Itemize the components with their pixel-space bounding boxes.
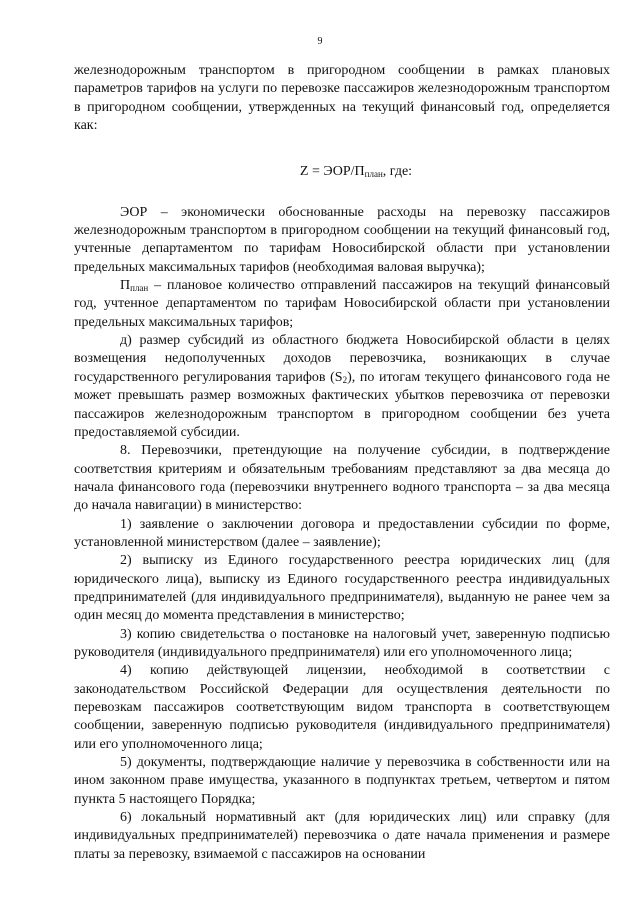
- item-d-subscript: 2: [342, 374, 348, 385]
- doc-item-2: 2) выписку из Единого государственного реестра юридических лиц (для юридического лица), выписку из Единого государственного реестра индивидуальных предпринимателей (для индивидуального предпринимателя), выданную не ранее чем за один месяц до момента представления в министерство;: [74, 553, 610, 624]
- formula-subscript: план: [364, 169, 383, 180]
- document-body: [74, 62, 610, 864]
- item-d-before: д) размер субсидий из областного бюджета Новосибирской области в целях возмещения недополученных доходов перевозчика, возникающих в случае государственного регулирования тарифов (S: [74, 333, 610, 385]
- item-d-paragraph: [74, 332, 610, 442]
- pplan-symbol: П: [120, 278, 131, 294]
- formula-lhs: Z = ЭОР/П: [299, 164, 365, 180]
- doc-item-6: 6) локальный нормативный акт (для юридических лиц) или справку (для индивидуальных предпринимателей) перевозчика о дате начала применения и размере платы за перевозку, взимаемой с пассажиров на основании: [74, 810, 610, 862]
- doc-item-5: 5) документы, подтверждающие наличие у перевозчика в собственности или на ином законном праве имущества, указанного в подпунктах третьем, четвертом и пятом пункта 5 настоящего Порядка;: [74, 755, 610, 807]
- doc-item-4: 4) копию действующей лицензии, необходимой в соответствии с законодательством Российской Федерации для осуществления деятельности по перевозкам пассажиров соответствующим видом транспорта в соответствующем сообщении, заверенную подписью руководителя (индивидуального предпринимателя) или его уполномоченного лица;: [74, 663, 610, 752]
- page-number: 9: [317, 36, 323, 47]
- pplan-text: – плановое количество отправлений пассажиров на текущий финансовый год, учтенное департаментом по тарифам Новосибирской области при установлении предельных максимальных тарифов;: [74, 278, 610, 330]
- item-8-paragraph: 8. Перевозчики, претендующие на получение субсидии, в подтверждение соответствия критериям и обязательным требованиям представляют за два месяца до начала финансового года (перевозчики внутреннего водного транспорта – за два месяца до начала навигации) в министерство:: [74, 443, 610, 514]
- formula: [102, 163, 610, 181]
- doc-item-1: 1) заявление о заключении договора и предоставлении субсидии по форме, установленной министерством (далее – заявление);: [74, 516, 610, 550]
- formula-rest: , где:: [382, 164, 413, 180]
- doc-item-3: 3) копию свидетельства о постановке на налоговый учет, заверенную подписью руководителя (индивидуального предпринимателя) или его уполномоченного лица;: [74, 626, 610, 660]
- pplan-definition: [74, 277, 610, 332]
- eor-definition: ЭОР – экономически обоснованные расходы на перевозку пассажиров железнодорожным транспортом в пригородном сообщении на текущий финансовый год, учтенные департаментом по тарифам Новосибирской области при установлении предельных максимальных тарифов (необходимая валовая выручка);: [74, 204, 610, 275]
- item-d-after: ), по итогам текущего финансового года не может превышать размер возможных фактических убытков перевозчика от перевозки пассажиров железнодорожным транспортом в пригородном сообщении без учета предоставляемой субсидии.: [74, 369, 610, 440]
- intro-paragraph: железнодорожным транспортом в пригородном сообщении в рамках плановых параметров тарифов на услуги по перевозке пассажиров железнодорожным транспортом в пригородном сообщении, утвержденных на текущий финансовый год, определяется как:: [74, 63, 610, 134]
- pplan-subscript: план: [130, 283, 149, 294]
